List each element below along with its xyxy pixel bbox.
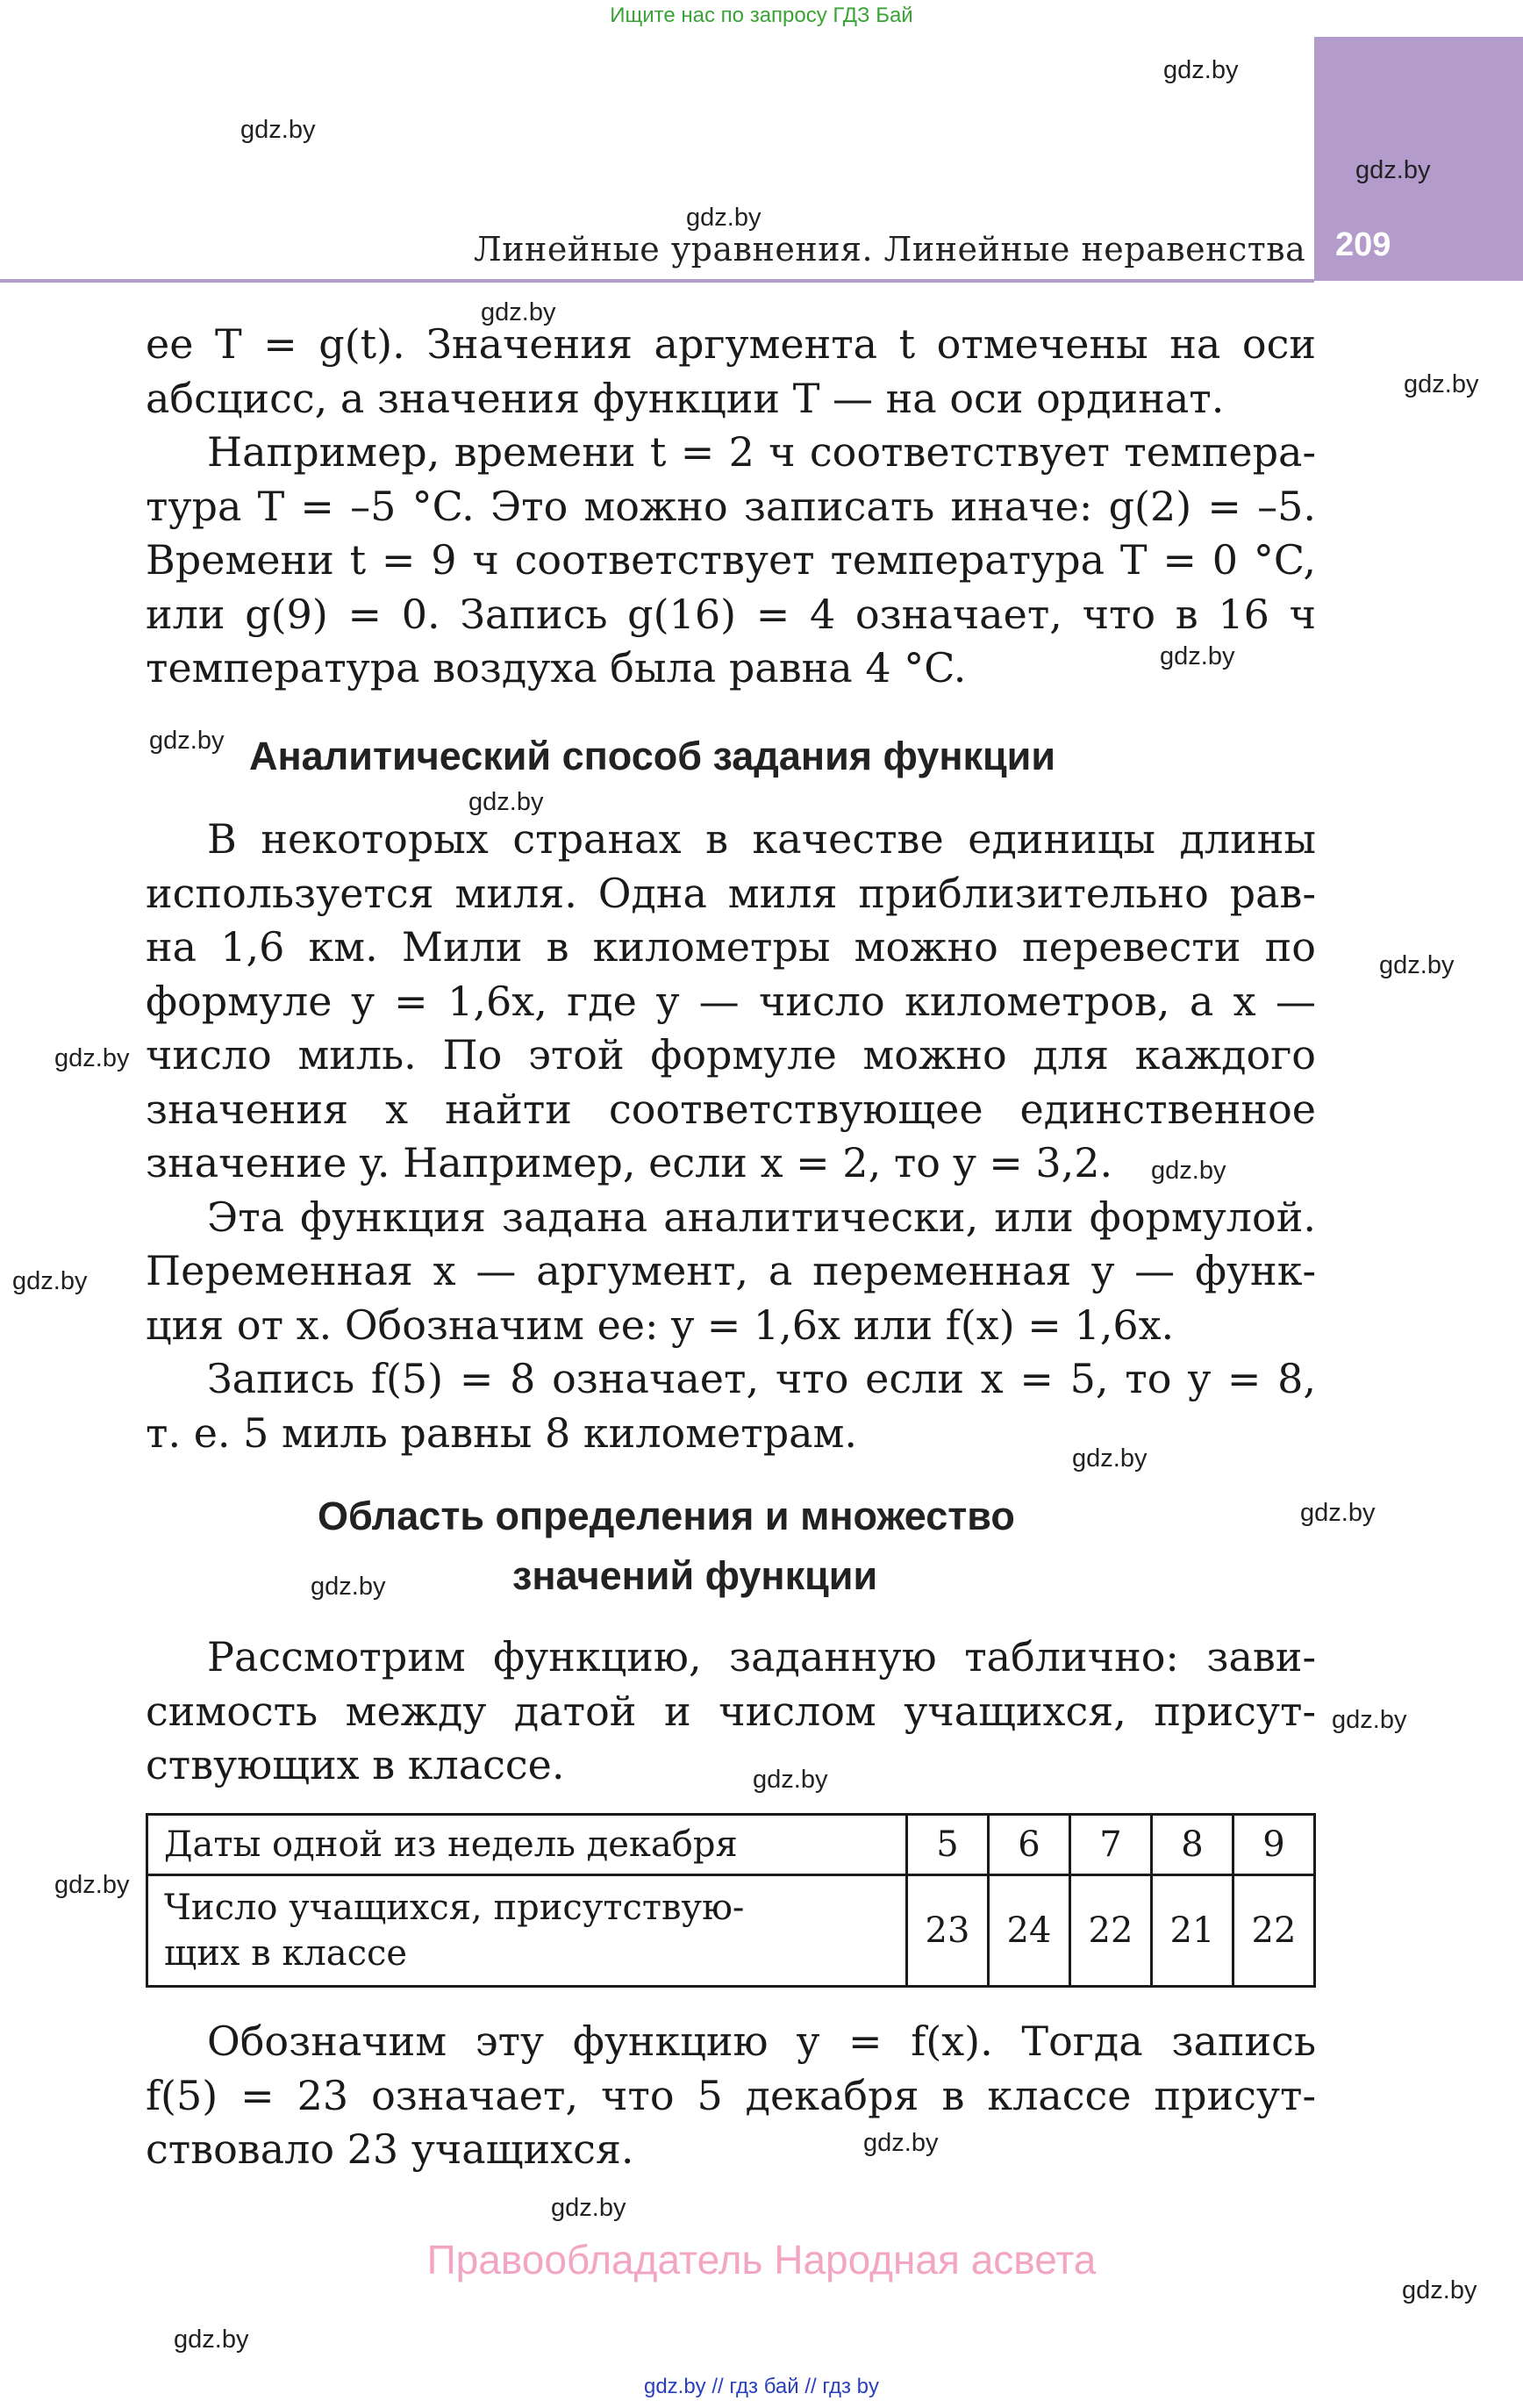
section2-text bbox=[146, 813, 1316, 1460]
table-cell-label: Даты одной из недель декабря bbox=[147, 1815, 907, 1875]
table-cell: 7 bbox=[1070, 1815, 1152, 1875]
text-line: Переменная x — аргумент, а переменная y — функ- bbox=[146, 1247, 1316, 1294]
text-line: Времени t = 9 ч соответствует температура T = 0 °C, bbox=[146, 536, 1316, 584]
table-cell: 24 bbox=[989, 1875, 1070, 1987]
table-row bbox=[147, 1815, 1315, 1875]
text-line: значения x найти соответствующее единственное bbox=[146, 1085, 1316, 1133]
watermark: gdz.by bbox=[686, 204, 762, 232]
running-title: Линейные уравнения. Линейные неравенства bbox=[474, 230, 1306, 269]
section1-text bbox=[146, 318, 1316, 696]
text-line: Запись f(5) = 8 означает, что если x = 5, то y = 8, bbox=[207, 1355, 1316, 1402]
watermark: gdz.by bbox=[1332, 1706, 1407, 1734]
watermark: gdz.by bbox=[311, 1573, 386, 1601]
text-line: абсцисс, а значения функции T — на оси ординат. bbox=[146, 374, 1225, 422]
header-rule bbox=[0, 279, 1314, 283]
table-cell-label bbox=[147, 1875, 907, 1987]
text-line: на 1,6 км. Мили в километры можно перевести по bbox=[146, 923, 1316, 971]
text-line: ция от x. Обозначим ее: y = 1,6x или f(x) = 1,6x. bbox=[146, 1301, 1175, 1349]
section-heading: Аналитический способ задания функции bbox=[249, 734, 1056, 778]
watermark: gdz.by bbox=[1151, 1157, 1226, 1185]
table-cell: 22 bbox=[1070, 1875, 1152, 1987]
watermark: gdz.by bbox=[1379, 951, 1455, 979]
text-line: Обозначим эту функцию y = f(x). Тогда запись bbox=[207, 2017, 1316, 2065]
section-heading: Область определения и множество bbox=[318, 1494, 1015, 1538]
top-banner[interactable]: Ищите нас по запросу ГДЗ Бай bbox=[610, 4, 913, 27]
copyright-notice: Правообладатель Народная асвета bbox=[426, 2237, 1097, 2283]
watermark: gdz.by bbox=[753, 1766, 828, 1794]
watermark: gdz.by bbox=[54, 1044, 130, 1072]
text-line: ствующих в классе. bbox=[146, 1741, 565, 1788]
watermark: gdz.by bbox=[149, 727, 225, 755]
text-line: тура T = –5 °C. Это можно записать иначе: g(2) = –5. bbox=[146, 482, 1316, 530]
text-line: температура воздуха была равна 4 °C. bbox=[146, 644, 967, 692]
watermark: gdz.by bbox=[1402, 2276, 1477, 2304]
watermark: gdz.by bbox=[863, 2129, 939, 2157]
table-cell: 6 bbox=[989, 1815, 1070, 1875]
table-label-line: щих в классе bbox=[164, 1933, 408, 1974]
text-line: В некоторых странах в качестве единицы длины bbox=[207, 815, 1316, 863]
watermark: gdz.by bbox=[12, 1267, 88, 1295]
data-table bbox=[146, 1813, 1316, 1988]
text-line: Эта функция задана аналитически, или формулой. bbox=[207, 1193, 1316, 1241]
watermark: gdz.by bbox=[468, 788, 544, 816]
table-cell: 23 bbox=[907, 1875, 989, 1987]
section3-outro bbox=[146, 2015, 1316, 2177]
watermark: gdz.by bbox=[1300, 1499, 1376, 1527]
bottom-links[interactable]: gdz.by // гдз бай // гдз by bbox=[643, 2375, 880, 2398]
watermark: gdz.by bbox=[481, 298, 556, 326]
text-line: ствовало 23 учащихся. bbox=[146, 2125, 634, 2173]
section-heading: значений функции bbox=[512, 1553, 878, 1598]
text-line: число миль. По этой формуле можно для каждого bbox=[146, 1031, 1316, 1079]
watermark: gdz.by bbox=[1355, 156, 1431, 184]
table-label-line: Число учащихся, присутствую- bbox=[164, 1888, 745, 1928]
text-line: Например, времени t = 2 ч соответствует темпера- bbox=[207, 428, 1316, 476]
table-cell: 5 bbox=[907, 1815, 989, 1875]
table-cell: 8 bbox=[1152, 1815, 1233, 1875]
watermark: gdz.by bbox=[551, 2194, 626, 2222]
watermark: gdz.by bbox=[1404, 370, 1479, 398]
watermark: gdz.by bbox=[54, 1871, 130, 1899]
text-line: формуле y = 1,6x, где y — число километров, а x — bbox=[146, 977, 1316, 1025]
page-number: 209 bbox=[1335, 226, 1391, 263]
text-line: значение y. Например, если x = 2, то y = 3,2. bbox=[146, 1139, 1113, 1186]
watermark: gdz.by bbox=[1160, 642, 1235, 670]
table-cell: 22 bbox=[1233, 1875, 1315, 1987]
watermark: gdz.by bbox=[240, 116, 316, 144]
watermark: gdz.by bbox=[1163, 56, 1239, 84]
text-line: ее T = g(t). Значения аргумента t отмечены на оси bbox=[146, 320, 1316, 368]
table-row bbox=[147, 1875, 1315, 1987]
text-line: используется миля. Одна миля приблизительно рав- bbox=[146, 869, 1316, 917]
watermark: gdz.by bbox=[1072, 1444, 1148, 1473]
text-line: симость между датой и числом учащихся, присут- bbox=[146, 1687, 1316, 1735]
text-line: f(5) = 23 означает, что 5 декабря в классе присут- bbox=[146, 2071, 1316, 2119]
section3-intro bbox=[146, 1630, 1316, 1793]
table-cell: 21 bbox=[1152, 1875, 1233, 1987]
watermark: gdz.by bbox=[174, 2326, 249, 2354]
text-line: или g(9) = 0. Запись g(16) = 4 означает, что в 16 ч bbox=[146, 590, 1316, 638]
text-line: Рассмотрим функцию, заданную таблично: зави- bbox=[207, 1633, 1316, 1681]
table-cell: 9 bbox=[1233, 1815, 1315, 1875]
text-line: т. е. 5 миль равны 8 километрам. bbox=[146, 1408, 857, 1457]
